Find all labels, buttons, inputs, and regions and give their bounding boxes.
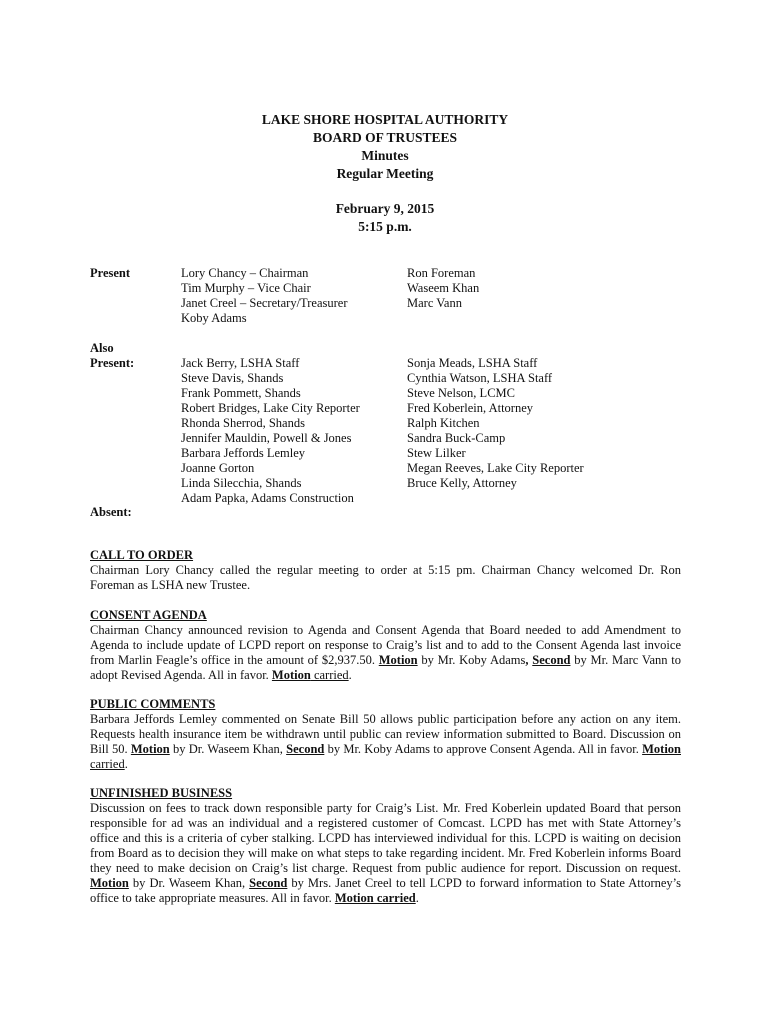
list-item: Steve Davis, Shands xyxy=(181,371,284,385)
section-text: Chairman Lory Chancy called the regular meeting to order at 5:15 pm. Chairman Chancy welcomed Dr. Ron Foreman as LSHA new Trustee. xyxy=(90,563,681,592)
section-title: UNFINISHED BUSINESS xyxy=(90,786,233,800)
list-item: Sandra Buck-Camp xyxy=(407,431,506,445)
section-title: CONSENT AGENDA xyxy=(90,608,207,622)
section-text: Chairman Chancy announced revision to Agenda and Consent Agenda that Board needed to add Amendment to Agenda to include update of LCPD report on response to Craig’s list and to add to the Consent Agenda last invoice from Marlin Feagle’s office in the amount of $2,937.50. Motion by Mr. Koby Adams, Second by Mr. Marc Vann to adopt Revised Agenda. All in favor. Motion carried. xyxy=(90,623,682,682)
second-label: Second xyxy=(532,653,571,667)
list-item: Tim Murphy – Vice Chair xyxy=(181,281,311,295)
org-name: LAKE SHORE HOSPITAL AUTHORITY xyxy=(261,112,509,127)
list-item: Robert Bridges, Lake City Reporter xyxy=(181,401,360,415)
absent-label: Absent: xyxy=(90,505,132,519)
list-item: Ron Foreman xyxy=(407,266,476,280)
list-item: Ralph Kitchen xyxy=(407,416,480,430)
list-item: Jack Berry, LSHA Staff xyxy=(181,356,300,370)
public-comments-section xyxy=(90,697,681,772)
list-item: Megan Reeves, Lake City Reporter xyxy=(407,461,584,475)
list-item: Adam Papka, Adams Construction xyxy=(181,491,354,505)
list-item: Jennifer Mauldin, Powell & Jones xyxy=(181,431,352,445)
board-name: BOARD OF TRUSTEES xyxy=(312,130,458,145)
motion-label: Motion xyxy=(90,876,129,890)
also-present-label: Also Present: xyxy=(90,341,135,370)
second-label: Second xyxy=(286,742,325,756)
list-item: Sonja Meads, LSHA Staff xyxy=(407,356,538,370)
section-text: Barbara Jeffords Lemley commented on Senate Bill 50 allows public participation before any action on any item. Requests health insurance item be withdrawn until public can review information submitted to Board. Discussion on Bill 50. Motion by Dr. Waseem Khan, Second by Mr. Koby Adams to approve Consent Agenda. All in favor. Motion carried. xyxy=(90,712,681,771)
motion-label: Motion xyxy=(378,653,418,667)
list-item: Barbara Jeffords Lemley xyxy=(181,446,306,460)
also-present-right-list xyxy=(407,356,584,491)
list-item: Marc Vann xyxy=(407,296,462,310)
motion-carried-label: Motion carried xyxy=(334,891,416,905)
consent-agenda-section xyxy=(90,608,681,683)
present-right-list xyxy=(407,266,479,311)
motion-label: Motion xyxy=(130,742,170,756)
section-text: Discussion on fees to track down responsible party for Craig’s List. Mr. Fred Koberlein updated Board that person responsible for ad was an individual and a registered customer of Comcast. LCPD has met with State Attorney’s office and this is a criteria of cyber stalking. LCPD has interviewed individual for this. LCPD is waiting on decision from Board as to decision they will make on what steps to take regarding incident. Mr. Fred Koberlein informs Board they need to make decision on Craig’s list charge. Request from public audience for report. Discussion on request. Motion by Dr. Waseem Khan, Second by Mrs. Janet Creel to tell LCPD to forward information to State Attorney’s office to take appropriate measures. All in favor. Motion carried. xyxy=(90,801,681,905)
section-title: PUBLIC COMMENTS xyxy=(90,697,216,711)
motion-label: Motion xyxy=(271,668,311,682)
list-item: Stew Lilker xyxy=(407,446,466,460)
list-item: Cynthia Watson, LSHA Staff xyxy=(407,371,553,385)
present-left-list xyxy=(181,266,348,326)
also-present-left-list xyxy=(181,356,360,506)
list-item: Lory Chancy – Chairman xyxy=(181,266,309,280)
section-title: CALL TO ORDER xyxy=(90,548,194,562)
list-item: Koby Adams xyxy=(181,311,247,325)
list-item: Janet Creel – Secretary/Treasurer xyxy=(181,296,348,310)
list-item: Frank Pommett, Shands xyxy=(181,386,301,400)
document-header xyxy=(0,111,770,236)
unfinished-business-section xyxy=(90,786,681,906)
present-label: Present xyxy=(90,266,131,280)
meeting-date: February 9, 2015 xyxy=(335,201,435,216)
list-item: Rhonda Sherrod, Shands xyxy=(181,416,305,430)
doc-type: Minutes xyxy=(361,148,409,163)
motion-label: Motion xyxy=(642,742,681,756)
list-item: Fred Koberlein, Attorney xyxy=(407,401,534,415)
meeting-time: 5:15 p.m. xyxy=(358,219,412,234)
list-item: Bruce Kelly, Attorney xyxy=(407,476,517,490)
meeting-type: Regular Meeting xyxy=(336,166,434,181)
list-item: Joanne Gorton xyxy=(181,461,255,475)
call-to-order-section xyxy=(90,548,681,593)
list-item: Linda Silecchia, Shands xyxy=(181,476,302,490)
list-item: Waseem Khan xyxy=(407,281,480,295)
list-item: Steve Nelson, LCMC xyxy=(407,386,515,400)
second-label: Second xyxy=(249,876,288,890)
